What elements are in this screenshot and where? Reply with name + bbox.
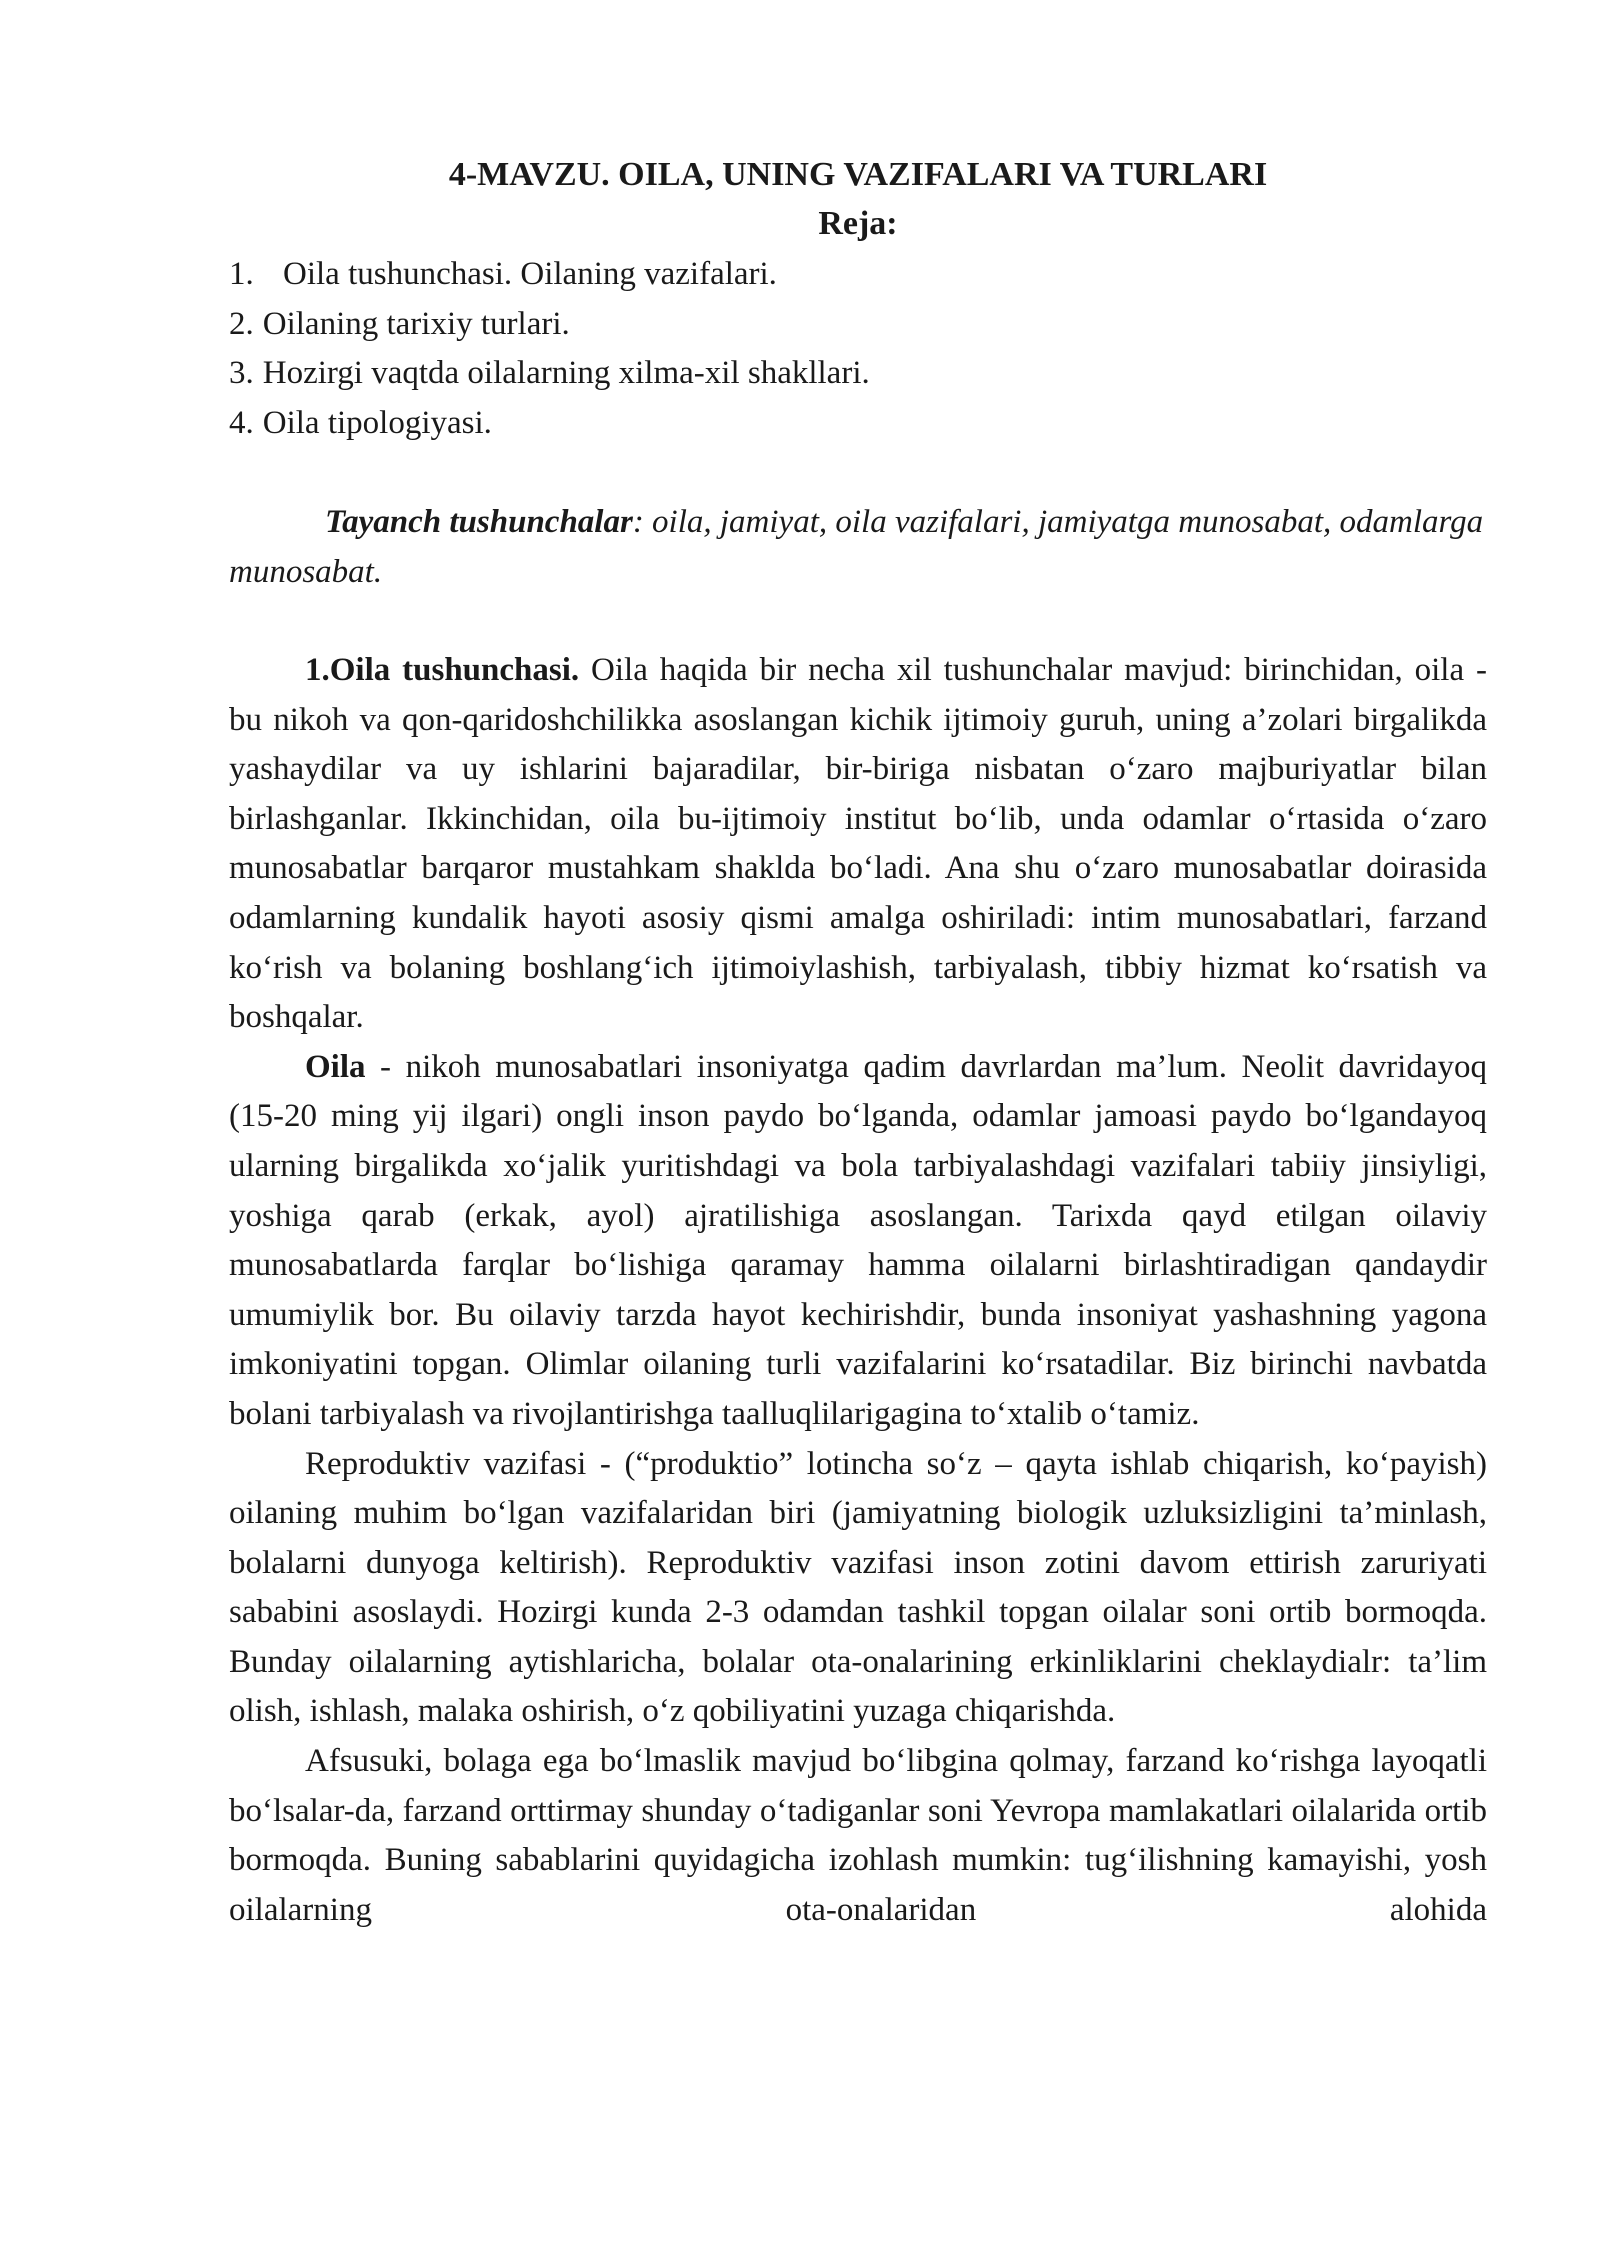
plan-item: [229, 250, 1487, 300]
key-concepts-label: Tayanch tushunchalar: [325, 504, 633, 540]
paragraph: [229, 646, 1487, 1043]
plan-item-text: Oila tipologiyasi.: [262, 404, 492, 441]
plan-item-text: Oilaning tarixiy turlari.: [262, 305, 570, 342]
body-text: [229, 646, 1487, 1935]
plan-heading: Reja:: [818, 205, 898, 242]
paragraph-text: Afsusuki, bolaga ega bo‘lmaslik mavjud bo‘libgina qolmay, farzand ko‘rishga layoqatli bo‘lsalar-da, farzand orttirmay shunday o‘tadiganlar soni Yevropa mamlakatlari oilalarida ortib bormoqda. Buning sabablarini quyidagicha izohlash mumkin: tug‘ilishning kamayishi, yosh oilalarning ota-onalaridan alohida: [229, 1743, 1487, 1928]
plan-item-number: 1.: [229, 256, 254, 292]
paragraph: [229, 1440, 1487, 1738]
key-concepts: [229, 498, 1487, 597]
plan-item-number: 3.: [229, 355, 254, 391]
plan-item-number: 4.: [229, 404, 254, 441]
plan-item-text: Hozirgi vaqtda oilalarning xilma-xil shakllari.: [262, 355, 870, 391]
plan-item: [229, 349, 1487, 399]
plan-item-text: Oila tushunchasi. Oilaning vazifalari.: [283, 256, 777, 292]
paragraph-text: Oila haqida bir necha xil tushunchalar mavjud: birinchidan, oila - bu nikoh va qon-qaridoshchilikka asoslangan kichik ijtimoiy guruh, uning a’zolari birgalikda yashaydilar va uy ishlarini bajaradilar, bir-biriga nisbatan o‘zaro majburiyatlar bilan birlashganlar. Ikkinchidan, oila bu-ijtimoiy institut bo‘lib, unda odamlar o‘rtasida o‘zaro munosabatlar barqaror mustahkam shaklda bo‘ladi. Ana shu o‘zaro munosabatlar doirasida odamlarning kundalik hayoti asosiy qismi amalga oshiriladi: intim munosabatlari, farzand ko‘rish va bolaning boshlang‘ich ijtimoiylashish, tarbiyalash, tibbiy hizmat ko‘rsatish va boshqalar.: [229, 652, 1487, 1036]
paragraph: [229, 1737, 1487, 1935]
plan-item-number: 2.: [229, 305, 254, 342]
paragraph-lead: Oila: [305, 1048, 366, 1085]
paragraph-lead: 1.Oila tushunchasi.: [305, 652, 580, 688]
key-concepts-text: : oila, jamiyat, oila vazifalari, jamiyatga munosabat, odamlarga munosabat.: [229, 504, 1484, 590]
plan-item: [229, 300, 1487, 350]
paragraph: [229, 1043, 1487, 1440]
paragraph-text: - nikoh munosabatlari insoniyatga qadim davrlardan ma’lum. Neolit davridayoq (15-20 ming yij ilgari) ongli inson paydo bo‘lganda, odamlar jamoasi paydo bo‘lgandayoq ularning birgalikda xo‘jalik yuritishdagi va bola tarbiyalashdagi vazifalari tabiiy jinsiyligi, yoshiga qarab (erkak, ayol) ajratilishiga asoslangan. Tarixda qayd etilgan oilaviy munosabatlarda farqlar bo‘lishiga qaramay hamma oilalarni birlashtiradigan qandaydir umumiylik bor. Bu oilaviy tarzda hayot kechirishdir, bunda insoniyat yashashning yagona imkoniyatini topgan. Olimlar oilaning turli vazifalarini ko‘rsatadilar. Biz birinchi navbatda bolani tarbiyalash va rivojlantirishga taalluqlilarigagina to‘xtalib o‘tamiz.: [229, 1048, 1487, 1432]
plan-item: [229, 399, 1487, 449]
plan-list: [229, 250, 1487, 448]
paragraph-text: Reproduktiv vazifasi - (“produktio” lotincha so‘z – qayta ishlab chiqarish, ko‘payish) oilaning muhim bo‘lgan vazifalaridan biri (jamiyatning biologik uzluksizligini ta’minlash, bolalarni dunyoga keltirish). Reproduktiv vazifasi inson zotini davom ettirish zaruriyati sababini asoslaydi. Hozirgi kunda 2-3 odamdan tashkil topgan oilalar soni ortib bormoqda. Bunday oilalarning aytishlaricha, bolalar ota-onalarining erkinliklarini cheklaydialr: ta’lim olish, ishlash, malaka oshirish, o‘z qobiliyatini yuzaga chiqarishda.: [229, 1445, 1487, 1730]
document-title: 4-MAVZU. OILA, UNING VAZIFALARI VA TURLARI: [448, 156, 1268, 193]
